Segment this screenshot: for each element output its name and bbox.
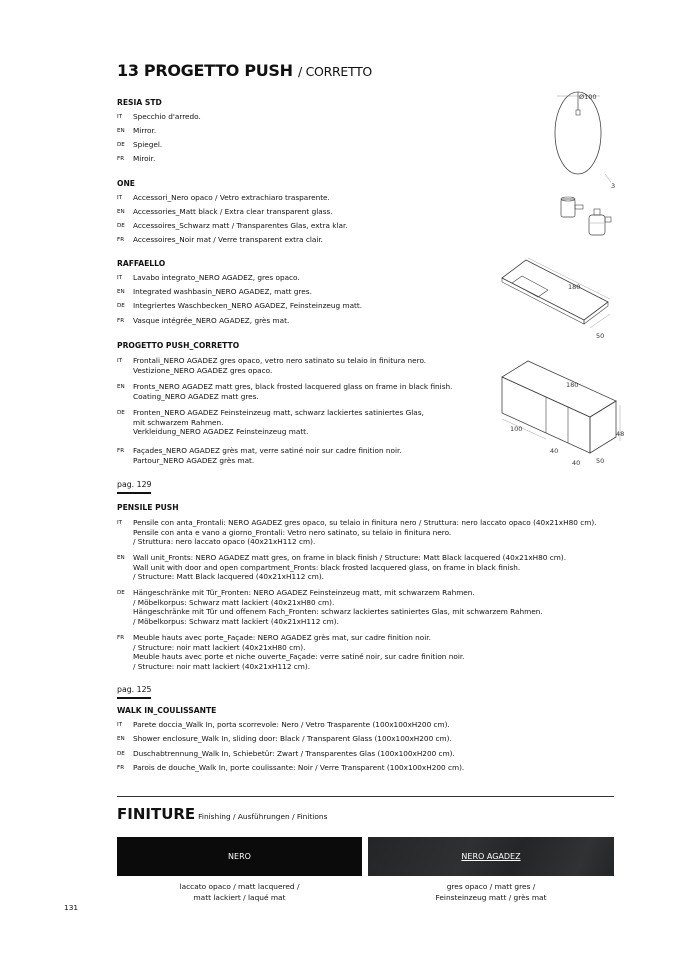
line-pensile-it: IT Pensile con anta_Frontali: NERO AGADEZ gres opaco, su telaio in finitura nero / Struttura: nero laccato opaco (40x21xH80 cm). Pensile con anta e vano a giorno_Frontali: Vetro nero satinato, su telaio in finitura nero. / Struttura: nero laccato opaco (40x21xH112 cm). <box>117 518 597 547</box>
section-title-pensile: PENSILE PUSH <box>117 503 179 512</box>
swatch-nero[interactable] <box>117 837 362 876</box>
swatch-nero-label: NERO <box>228 852 251 861</box>
cabinet-dim-a: 40 <box>550 447 559 455</box>
line-pensile-en: EN Wall unit_Fronts: NERO AGADEZ matt gres, on frame in black finish / Structure: Matt Black lacquered (40x21xH80 cm). Wall unit with door and open compartment_Fronts: black frosted lacquered glass, on frame in black finish. / Structure: Matt Black lacquered (40x21xH112 cm). <box>117 553 567 582</box>
cabinet-depth-label: 100 <box>510 425 523 433</box>
line-progetto-fr: FR Façades_NERO AGADEZ grès mat, verre satiné noir sur cadre finition noir. Partour_NERO AGADEZ grès mat. <box>117 446 402 465</box>
basin-depth-label: 50 <box>596 332 605 340</box>
mirror-diameter-label: Ø100 <box>579 93 597 101</box>
mirror-depth-label: 3 <box>611 182 616 188</box>
page-title <box>117 61 372 80</box>
mirror-drawing <box>545 88 625 188</box>
section-title-one: ONE <box>117 179 135 188</box>
line-walkin-it: IT Parete doccia_Walk In, porta scorrevole: Nero / Vetro Trasparente (100x100xH200 cm). <box>117 720 450 729</box>
page-reference-125: pag. 125 <box>117 685 152 694</box>
finiture-title <box>117 805 327 823</box>
title-main: 13 PROGETTO PUSH <box>117 61 293 80</box>
cabinet-dim-b: 40 <box>572 459 581 467</box>
basin-width-label: 180 <box>568 283 581 291</box>
swatch-nero-agadez[interactable] <box>368 837 614 876</box>
cabinet-drawing <box>498 357 626 469</box>
section-title-resia: RESIA STD <box>117 98 162 107</box>
line-resia-it: IT Specchio d'arredo. <box>117 112 201 121</box>
line-pensile-fr: FR Meuble hauts avec porte_Façade: NERO AGADEZ grès mat, sur cadre finition noir. / Structure: noir matt lackiert (40x21xH80 cm). Meuble hauts avec porte et niche ouverte_Façade: verre satiné noir, sur cadre finition noir. / Structure: noir matt lackiert (40x21xH112 cm). <box>117 633 465 671</box>
line-progetto-en: EN Fronts_NERO AGADEZ matt gres, black frosted lacquered glass on frame in black finish. Coating_NERO AGADEZ matt gres. <box>117 382 453 401</box>
section-title-walkin: WALK IN_COULISSANTE <box>117 706 217 715</box>
line-walkin-en: EN Shower enclosure_Walk In, sliding door: Black / Transparent Glass (100x100xH200 cm). <box>117 734 452 743</box>
cabinet-dim-c: 50 <box>596 457 605 465</box>
title-sub: / CORRETTO <box>298 64 372 79</box>
line-pensile-de: DE Hängeschränke mit Tür_Fronten: NERO AGADEZ Feinsteinzeug matt, mit schwarzem Rahmen. / Möbelkorpus: Schwarz matt lackiert (40x21xH80 cm). Hängeschränke mit Tür und offenem Fach_Fronten: schwarz lackiertes satiniertes Glas, mit schwarzem Rahmen. / Möbelkorpus: Schwarz matt lackiert (40x21xH112 cm). <box>117 588 543 626</box>
line-one-de: DE Accessoires_Schwarz matt / Transparentes Glas, extra klar. <box>117 221 348 230</box>
page-number: 131 <box>64 903 79 912</box>
line-resia-de: DE Spiegel. <box>117 140 163 149</box>
section-title-progetto: PROGETTO PUSH_CORRETTO <box>117 341 240 350</box>
line-raffaello-it: IT Lavabo integrato_NERO AGADEZ, gres opaco. <box>117 273 300 282</box>
swatch-nero-agadez-caption: gres opaco / matt gres / Feinsteinzeug matt / grès mat <box>435 882 547 902</box>
line-walkin-de: DE Duschabtrennung_Walk In, Schiebetür: Zwart / Transparentes Glas (100x100xH200 cm). <box>117 749 455 758</box>
page-reference-129: pag. 129 <box>117 480 152 489</box>
cabinet-width-label: 180 <box>566 381 579 389</box>
section-title-raffaello: RAFFAELLO <box>117 259 166 268</box>
accessories-drawing <box>555 193 617 243</box>
basin-drawing <box>498 256 613 342</box>
line-raffaello-de: DE Integriertes Waschbecken_NERO AGADEZ, Feinsteinzeug matt. <box>117 301 363 310</box>
line-one-it: IT Accessori_Nero opaco / Vetro extrachiaro trasparente. <box>117 193 330 202</box>
line-resia-en: EN Mirror. <box>117 126 157 135</box>
line-one-fr: FR Accessoires_Noir mat / Verre transparent extra clair. <box>117 235 324 244</box>
line-raffaello-en: EN Integrated washbasin_NERO AGADEZ, matt gres. <box>117 287 312 296</box>
line-one-en: EN Accessories_Matt black / Extra clear transparent glass. <box>117 207 333 216</box>
finiture-subtitle: Finishing / Ausführungen / Finitions <box>198 812 328 821</box>
line-raffaello-fr: FR Vasque intégrée_NERO AGADEZ, grès mat. <box>117 316 290 325</box>
swatch-nero-agadez-label: NERO AGADEZ <box>461 852 521 861</box>
line-resia-fr: FR Miroir. <box>117 154 156 163</box>
swatch-nero-caption: laccato opaco / matt lacquered / matt lackiert / laqué mat <box>179 882 300 902</box>
line-walkin-fr: FR Parois de douche_Walk In, porte coulissante: Noir / Verre Transparent (100x100xH200 cm). <box>117 763 465 772</box>
line-progetto-it: IT Frontali_NERO AGADEZ gres opaco, vetro nero satinato su telaio in finitura nero. Vestizione_NERO AGADEZ gres opaco. <box>117 356 427 375</box>
line-progetto-de: DE Fronten_NERO AGADEZ Feinsteinzeug matt, schwarz lackiertes satiniertes Glas, mit schwarzem Rahmen. Verkleidung_NERO AGADEZ Feinsteinzeug matt. <box>117 408 424 437</box>
finiture-title-main: FINITURE <box>117 805 196 823</box>
section-divider <box>117 796 614 797</box>
cabinet-height-label: 48 <box>616 430 625 438</box>
